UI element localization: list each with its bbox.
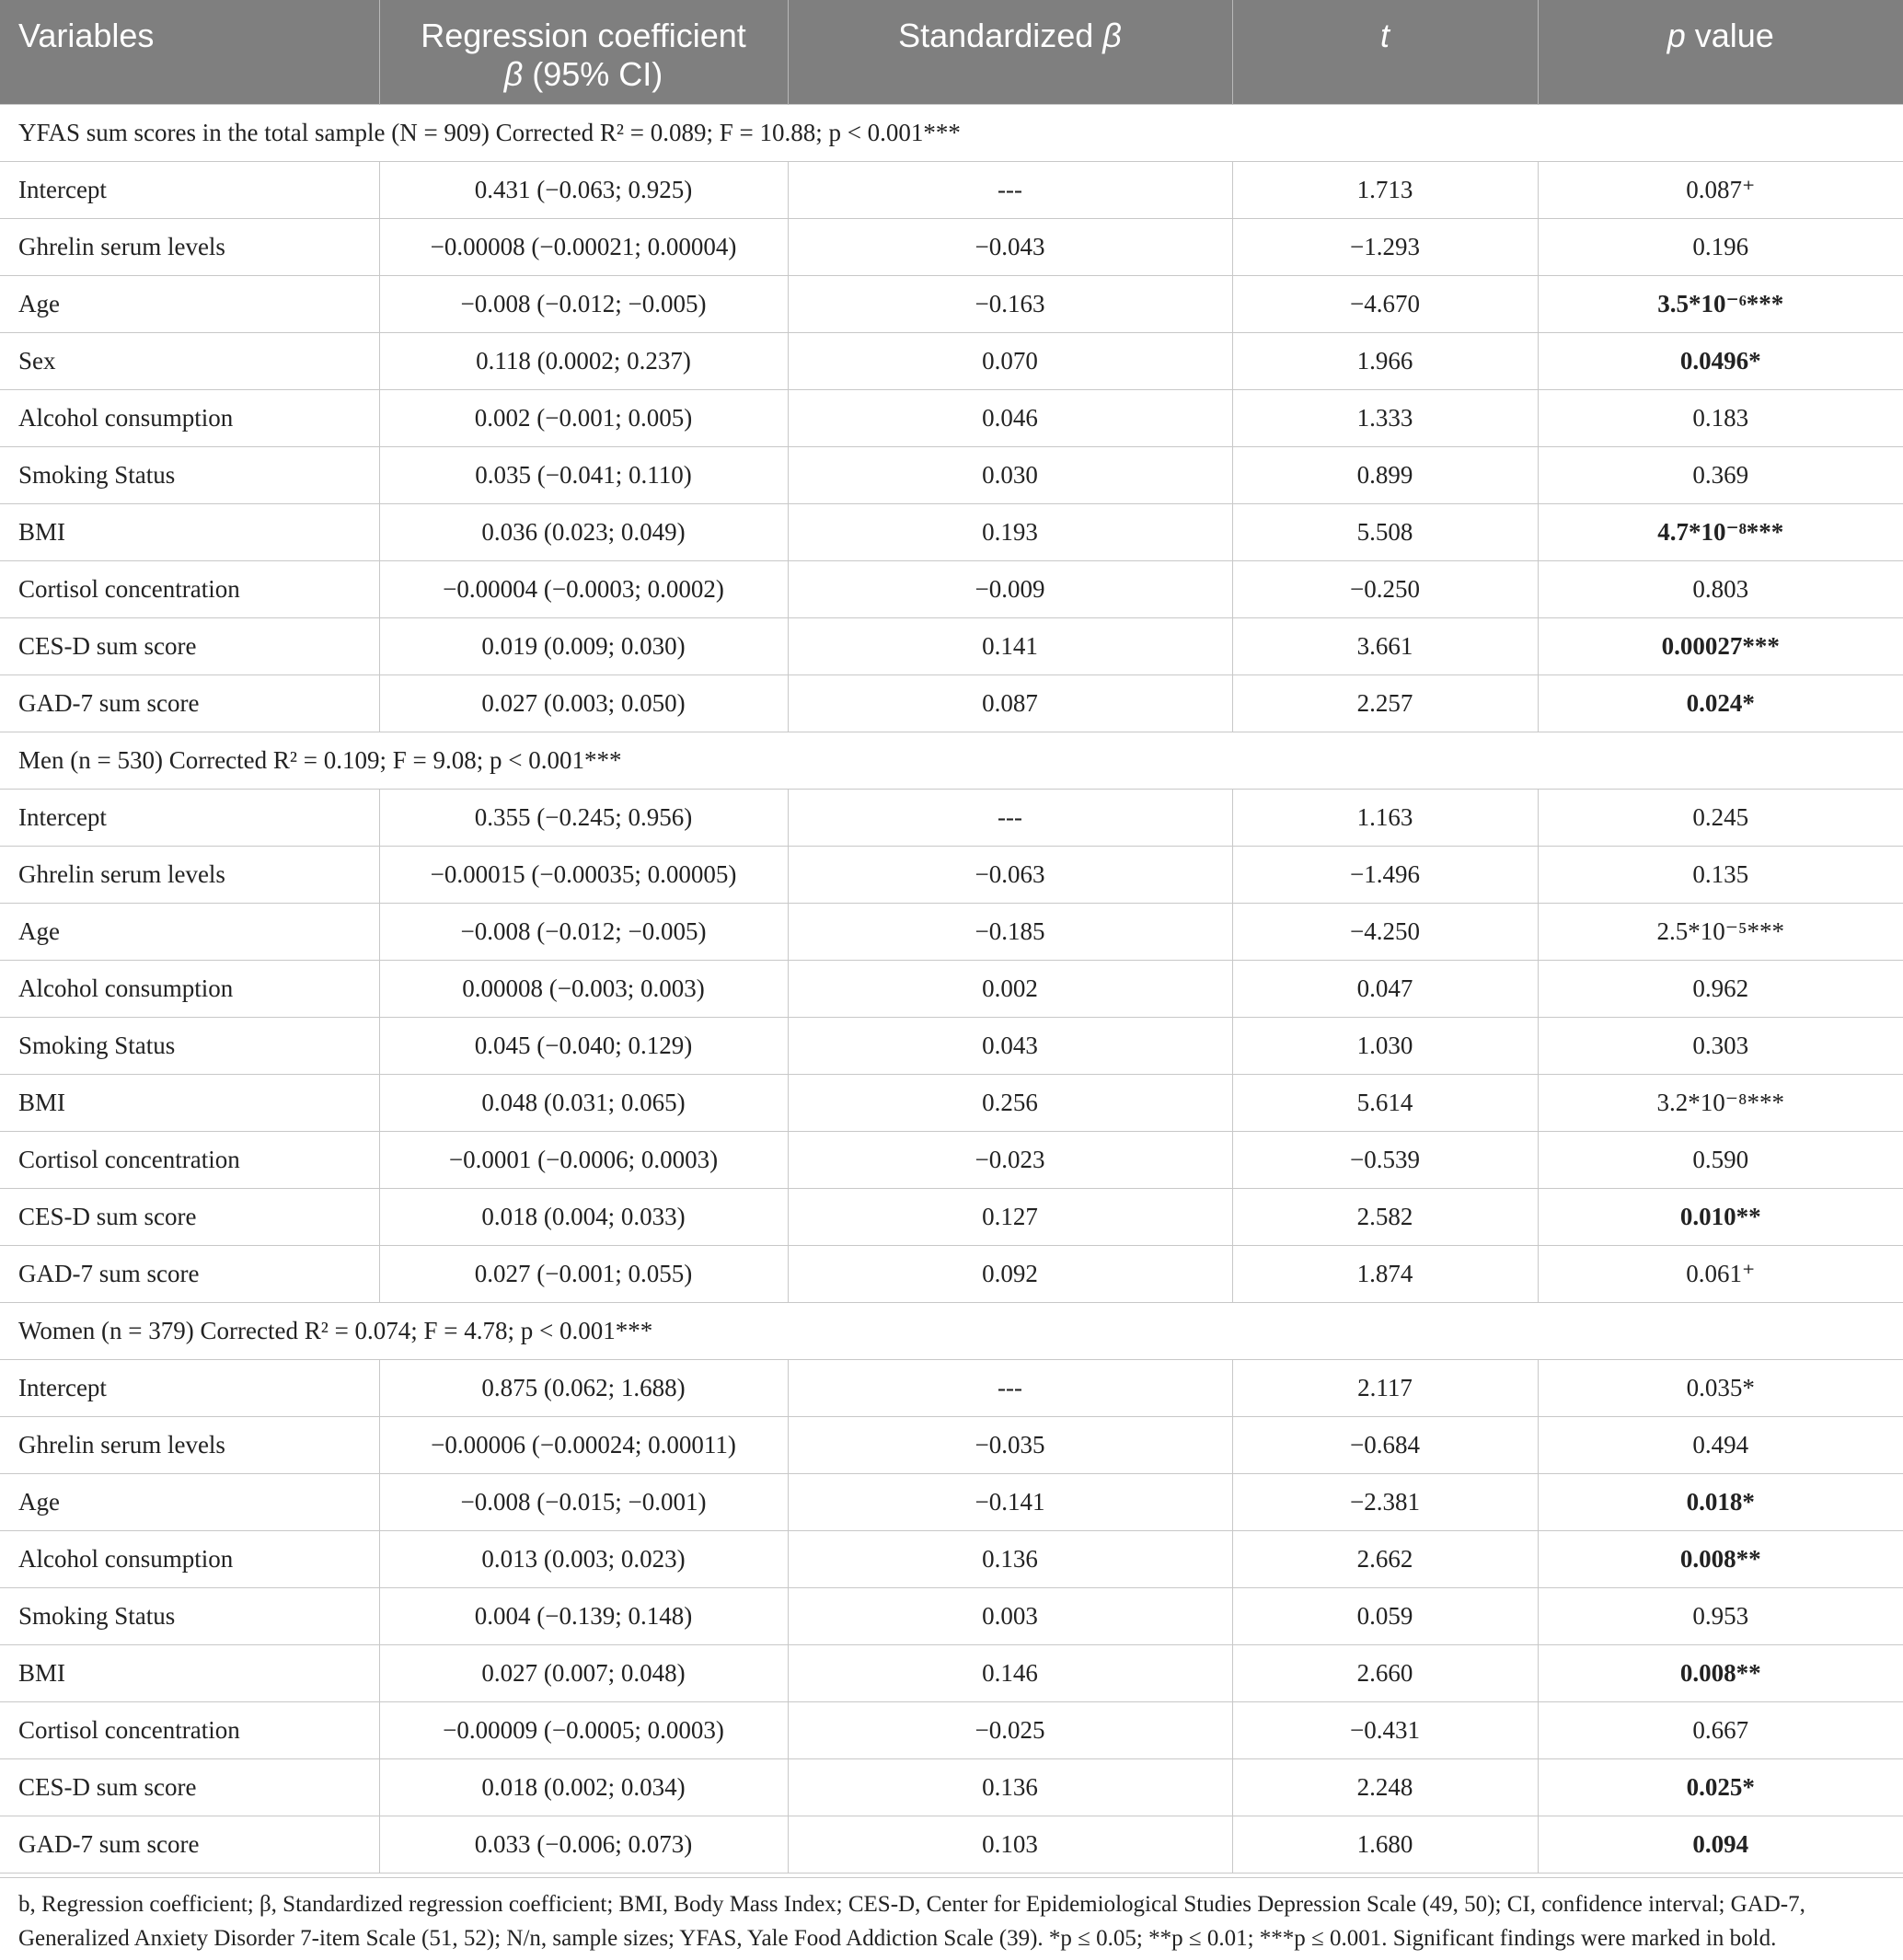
cell-coefficient: 0.118 (0.0002; 0.237)	[379, 332, 788, 389]
cell-standardized-beta: 0.103	[788, 1816, 1232, 1873]
cell-p-value: 0.135	[1538, 846, 1903, 903]
table-row	[0, 503, 1903, 560]
cell-coefficient: 0.004 (−0.139; 0.148)	[379, 1587, 788, 1644]
table-row	[0, 275, 1903, 332]
table-row	[0, 617, 1903, 674]
header-coef-line1: Regression coefficient	[421, 17, 746, 54]
cell-variable: Intercept	[0, 161, 379, 218]
cell-t: 3.661	[1232, 617, 1538, 674]
cell-p-value: 0.590	[1538, 1131, 1903, 1188]
cell-t: 1.966	[1232, 332, 1538, 389]
cell-coefficient: 0.033 (−0.006; 0.073)	[379, 1816, 788, 1873]
cell-t: −0.250	[1232, 560, 1538, 617]
cell-standardized-beta: 0.070	[788, 332, 1232, 389]
cell-t: 1.874	[1232, 1245, 1538, 1302]
cell-standardized-beta: 0.136	[788, 1758, 1232, 1816]
section-header-row	[0, 1302, 1903, 1359]
cell-variable: Alcohol consumption	[0, 1530, 379, 1587]
table-row	[0, 332, 1903, 389]
cell-coefficient: −0.00009 (−0.0005; 0.0003)	[379, 1701, 788, 1758]
cell-t: 2.660	[1232, 1644, 1538, 1701]
cell-coefficient: 0.035 (−0.041; 0.110)	[379, 446, 788, 503]
cell-coefficient: −0.00008 (−0.00021; 0.00004)	[379, 218, 788, 275]
cell-coefficient: 0.875 (0.062; 1.688)	[379, 1359, 788, 1416]
cell-variable: BMI	[0, 503, 379, 560]
cell-variable: GAD-7 sum score	[0, 1245, 379, 1302]
cell-t: −0.539	[1232, 1131, 1538, 1188]
cell-p-value: 0.369	[1538, 446, 1903, 503]
cell-variable: Alcohol consumption	[0, 960, 379, 1017]
cell-standardized-beta: −0.035	[788, 1416, 1232, 1473]
cell-variable: Intercept	[0, 1359, 379, 1416]
cell-coefficient: −0.008 (−0.012; −0.005)	[379, 903, 788, 960]
cell-variable: Cortisol concentration	[0, 1131, 379, 1188]
cell-variable: Sex	[0, 332, 379, 389]
section-title: Women (n = 379) Corrected R² = 0.074; F = 4.78; p < 0.001***	[0, 1302, 1903, 1359]
cell-t: 1.713	[1232, 161, 1538, 218]
cell-variable: Ghrelin serum levels	[0, 1416, 379, 1473]
cell-standardized-beta: 0.087	[788, 674, 1232, 732]
cell-t: 1.030	[1232, 1017, 1538, 1074]
cell-t: −1.293	[1232, 218, 1538, 275]
cell-p-value: 0.087⁺	[1538, 161, 1903, 218]
cell-p-value: 0.183	[1538, 389, 1903, 446]
cell-t: 2.248	[1232, 1758, 1538, 1816]
cell-standardized-beta: ---	[788, 161, 1232, 218]
table-row	[0, 218, 1903, 275]
cell-p-value: 0.010**	[1538, 1188, 1903, 1245]
cell-coefficient: −0.00006 (−0.00024; 0.00011)	[379, 1416, 788, 1473]
cell-p-value: 0.494	[1538, 1416, 1903, 1473]
header-t-label: t	[1379, 17, 1390, 54]
table-header	[0, 0, 1903, 104]
table-row	[0, 960, 1903, 1017]
cell-standardized-beta: 0.002	[788, 960, 1232, 1017]
cell-t: 0.059	[1232, 1587, 1538, 1644]
cell-variable: Smoking Status	[0, 446, 379, 503]
cell-standardized-beta: 0.141	[788, 617, 1232, 674]
cell-coefficient: 0.431 (−0.063; 0.925)	[379, 161, 788, 218]
table-footnote	[0, 1877, 1903, 1955]
cell-coefficient: 0.027 (0.007; 0.048)	[379, 1644, 788, 1701]
cell-coefficient: 0.036 (0.023; 0.049)	[379, 503, 788, 560]
cell-standardized-beta: −0.023	[788, 1131, 1232, 1188]
table-row	[0, 1701, 1903, 1758]
cell-standardized-beta: −0.063	[788, 846, 1232, 903]
cell-variable: Intercept	[0, 789, 379, 846]
table-row	[0, 903, 1903, 960]
cell-standardized-beta: −0.009	[788, 560, 1232, 617]
cell-standardized-beta: 0.043	[788, 1017, 1232, 1074]
cell-t: 1.163	[1232, 789, 1538, 846]
cell-coefficient: 0.355 (−0.245; 0.956)	[379, 789, 788, 846]
cell-t: 2.117	[1232, 1359, 1538, 1416]
table-row	[0, 1131, 1903, 1188]
table-row	[0, 446, 1903, 503]
cell-coefficient: 0.048 (0.031; 0.065)	[379, 1074, 788, 1131]
cell-t: 2.662	[1232, 1530, 1538, 1587]
cell-coefficient: 0.018 (0.004; 0.033)	[379, 1188, 788, 1245]
cell-standardized-beta: 0.256	[788, 1074, 1232, 1131]
cell-t: −0.684	[1232, 1416, 1538, 1473]
cell-coefficient: 0.045 (−0.040; 0.129)	[379, 1017, 788, 1074]
cell-standardized-beta: 0.003	[788, 1587, 1232, 1644]
header-t	[1232, 0, 1538, 104]
header-std-symbol: β	[1102, 17, 1122, 54]
cell-p-value: 2.5*10⁻⁵***	[1538, 903, 1903, 960]
cell-t: 0.047	[1232, 960, 1538, 1017]
header-variables-label: Variables	[18, 17, 155, 54]
footnote-line-2: Generalized Anxiety Disorder 7-item Scale (51, 52); N/n, sample sizes; YFAS, Yale Food Addiction Scale (39). *p ≤ 0.05; **p ≤ 0.01; ***p ≤ 0.001. Significant findings were marked in bold.	[18, 1926, 1777, 1951]
cell-p-value: 0.00027***	[1538, 617, 1903, 674]
table-row	[0, 560, 1903, 617]
table-row	[0, 1758, 1903, 1816]
cell-t: −4.250	[1232, 903, 1538, 960]
section-header-row	[0, 104, 1903, 161]
cell-standardized-beta: 0.146	[788, 1644, 1232, 1701]
cell-variable: Cortisol concentration	[0, 560, 379, 617]
cell-p-value: 0.245	[1538, 789, 1903, 846]
header-coef-line2: (95% CI)	[523, 55, 663, 93]
cell-t: 1.333	[1232, 389, 1538, 446]
table-row	[0, 1074, 1903, 1131]
cell-standardized-beta: −0.025	[788, 1701, 1232, 1758]
cell-variable: BMI	[0, 1074, 379, 1131]
cell-p-value: 0.008**	[1538, 1644, 1903, 1701]
header-coefficient	[379, 0, 788, 104]
cell-p-value: 3.2*10⁻⁸***	[1538, 1074, 1903, 1131]
cell-p-value: 0.0496*	[1538, 332, 1903, 389]
cell-coefficient: 0.027 (0.003; 0.050)	[379, 674, 788, 732]
cell-variable: Ghrelin serum levels	[0, 846, 379, 903]
section-title: YFAS sum scores in the total sample (N = 909) Corrected R² = 0.089; F = 10.88; p < 0.001***	[0, 104, 1903, 161]
cell-standardized-beta: 0.136	[788, 1530, 1232, 1587]
cell-variable: Smoking Status	[0, 1587, 379, 1644]
cell-t: 5.614	[1232, 1074, 1538, 1131]
cell-coefficient: 0.002 (−0.001; 0.005)	[379, 389, 788, 446]
table-row	[0, 1359, 1903, 1416]
cell-t: −2.381	[1232, 1473, 1538, 1530]
cell-variable: Cortisol concentration	[0, 1701, 379, 1758]
table-row	[0, 161, 1903, 218]
cell-t: 0.899	[1232, 446, 1538, 503]
cell-variable: CES-D sum score	[0, 1188, 379, 1245]
header-std-label: Standardized	[898, 17, 1103, 54]
cell-t: 2.257	[1232, 674, 1538, 732]
cell-coefficient: −0.00004 (−0.0003; 0.0002)	[379, 560, 788, 617]
cell-standardized-beta: ---	[788, 1359, 1232, 1416]
cell-standardized-beta: 0.092	[788, 1245, 1232, 1302]
section-title: Men (n = 530) Corrected R² = 0.109; F = 9.08; p < 0.001***	[0, 732, 1903, 789]
cell-standardized-beta: −0.141	[788, 1473, 1232, 1530]
cell-p-value: 0.008**	[1538, 1530, 1903, 1587]
table-row	[0, 1188, 1903, 1245]
table-row	[0, 1416, 1903, 1473]
cell-variable: GAD-7 sum score	[0, 674, 379, 732]
header-p-symbol: p	[1667, 17, 1686, 54]
cell-variable: CES-D sum score	[0, 1758, 379, 1816]
table-row	[0, 1644, 1903, 1701]
table-row	[0, 1587, 1903, 1644]
cell-standardized-beta: −0.043	[788, 218, 1232, 275]
cell-coefficient: 0.018 (0.002; 0.034)	[379, 1758, 788, 1816]
table-row	[0, 1816, 1903, 1873]
table-row	[0, 1473, 1903, 1530]
table-row	[0, 389, 1903, 446]
cell-p-value: 0.196	[1538, 218, 1903, 275]
cell-standardized-beta: ---	[788, 789, 1232, 846]
cell-standardized-beta: 0.046	[788, 389, 1232, 446]
cell-p-value: 0.035*	[1538, 1359, 1903, 1416]
cell-p-value: 0.803	[1538, 560, 1903, 617]
table-row	[0, 1017, 1903, 1074]
cell-t: −1.496	[1232, 846, 1538, 903]
header-p-label: value	[1685, 17, 1774, 54]
cell-standardized-beta: 0.030	[788, 446, 1232, 503]
cell-p-value: 0.303	[1538, 1017, 1903, 1074]
cell-variable: Smoking Status	[0, 1017, 379, 1074]
cell-coefficient: 0.027 (−0.001; 0.055)	[379, 1245, 788, 1302]
cell-variable: BMI	[0, 1644, 379, 1701]
cell-standardized-beta: 0.193	[788, 503, 1232, 560]
cell-coefficient: −0.00015 (−0.00035; 0.00005)	[379, 846, 788, 903]
cell-variable: Alcohol consumption	[0, 389, 379, 446]
cell-standardized-beta: −0.163	[788, 275, 1232, 332]
cell-t: 2.582	[1232, 1188, 1538, 1245]
cell-coefficient: 0.00008 (−0.003; 0.003)	[379, 960, 788, 1017]
cell-p-value: 4.7*10⁻⁸***	[1538, 503, 1903, 560]
cell-t: 5.508	[1232, 503, 1538, 560]
cell-variable: CES-D sum score	[0, 617, 379, 674]
cell-p-value: 0.025*	[1538, 1758, 1903, 1816]
cell-variable: Ghrelin serum levels	[0, 218, 379, 275]
header-coef-symbol: β	[503, 55, 524, 93]
cell-t: −0.431	[1232, 1701, 1538, 1758]
cell-coefficient: 0.019 (0.009; 0.030)	[379, 617, 788, 674]
cell-variable: Age	[0, 275, 379, 332]
cell-p-value: 0.953	[1538, 1587, 1903, 1644]
cell-standardized-beta: −0.185	[788, 903, 1232, 960]
cell-p-value: 0.018*	[1538, 1473, 1903, 1530]
footnote-line-1: b, Regression coefficient; β, Standardized regression coefficient; BMI, Body Mass Index; CES-D, Center for Epidemiological Studies Depression Scale (49, 50); CI, confidence interval; GAD-7,	[18, 1892, 1805, 1917]
cell-p-value: 3.5*10⁻⁶***	[1538, 275, 1903, 332]
cell-t: −4.670	[1232, 275, 1538, 332]
cell-coefficient: 0.013 (0.003; 0.023)	[379, 1530, 788, 1587]
cell-t: 1.680	[1232, 1816, 1538, 1873]
cell-standardized-beta: 0.127	[788, 1188, 1232, 1245]
cell-p-value: 0.061⁺	[1538, 1245, 1903, 1302]
cell-p-value: 0.024*	[1538, 674, 1903, 732]
header-p-value	[1538, 0, 1903, 104]
table-row	[0, 674, 1903, 732]
table-row	[0, 1245, 1903, 1302]
cell-p-value: 0.962	[1538, 960, 1903, 1017]
cell-coefficient: −0.008 (−0.012; −0.005)	[379, 275, 788, 332]
cell-coefficient: −0.008 (−0.015; −0.001)	[379, 1473, 788, 1530]
table-row	[0, 1530, 1903, 1587]
section-header-row	[0, 732, 1903, 789]
cell-variable: Age	[0, 903, 379, 960]
cell-coefficient: −0.0001 (−0.0006; 0.0003)	[379, 1131, 788, 1188]
cell-variable: Age	[0, 1473, 379, 1530]
header-standardized	[788, 0, 1232, 104]
cell-p-value: 0.094	[1538, 1816, 1903, 1873]
table-row	[0, 846, 1903, 903]
cell-p-value: 0.667	[1538, 1701, 1903, 1758]
table-row	[0, 789, 1903, 846]
table-body	[0, 104, 1903, 1873]
cell-variable: GAD-7 sum score	[0, 1816, 379, 1873]
header-variables	[0, 0, 379, 104]
